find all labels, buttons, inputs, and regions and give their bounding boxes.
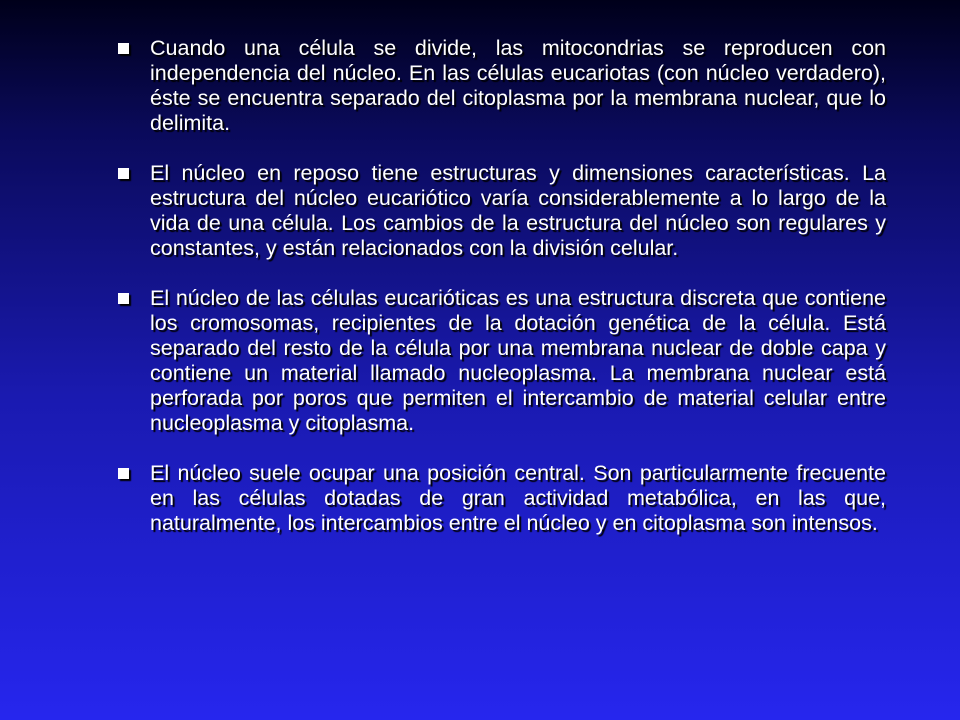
square-bullet-icon [118,168,129,179]
bullet-text: Cuando una célula se divide, las mitocondrias se reproducen con independencia del núcleo. En las células eucariotas (con núcleo verdadero), éste se encuentra separado del citoplasma por la membrana nuclear, que lo delimita. [150,36,886,135]
bullet-text: El núcleo suele ocupar una posición central. Son particularmente frecuente en las células dotadas de gran actividad metabólica, en las que, naturalmente, los intercambios entre el núcleo y en citoplasma son intensos. [150,461,886,535]
bullet-list [116,36,886,536]
square-bullet-icon [118,43,129,54]
bullet-text: El núcleo de las células eucarióticas es una estructura discreta que contiene los cromosomas, recipientes de la dotación genética de la célula. Está separado del resto de la célula por una membrana nuclear de doble capa y contiene un material llamado nucleoplasma. La membrana nuclear está perforada por poros que permiten el intercambio de material celular entre nucleoplasma y citoplasma. [150,286,886,435]
bullet-item [116,286,886,436]
square-bullet-icon [118,468,129,479]
bullet-item [116,161,886,261]
square-bullet-icon [118,293,129,304]
bullet-text: El núcleo en reposo tiene estructuras y dimensiones características. La estructura del núcleo eucariótico varía considerablemente a lo largo de la vida de una célula. Los cambios de la estructura del núcleo son regulares y constantes, y están relacionados con la división celular. [150,161,886,260]
bullet-item [116,461,886,536]
bullet-item [116,36,886,136]
